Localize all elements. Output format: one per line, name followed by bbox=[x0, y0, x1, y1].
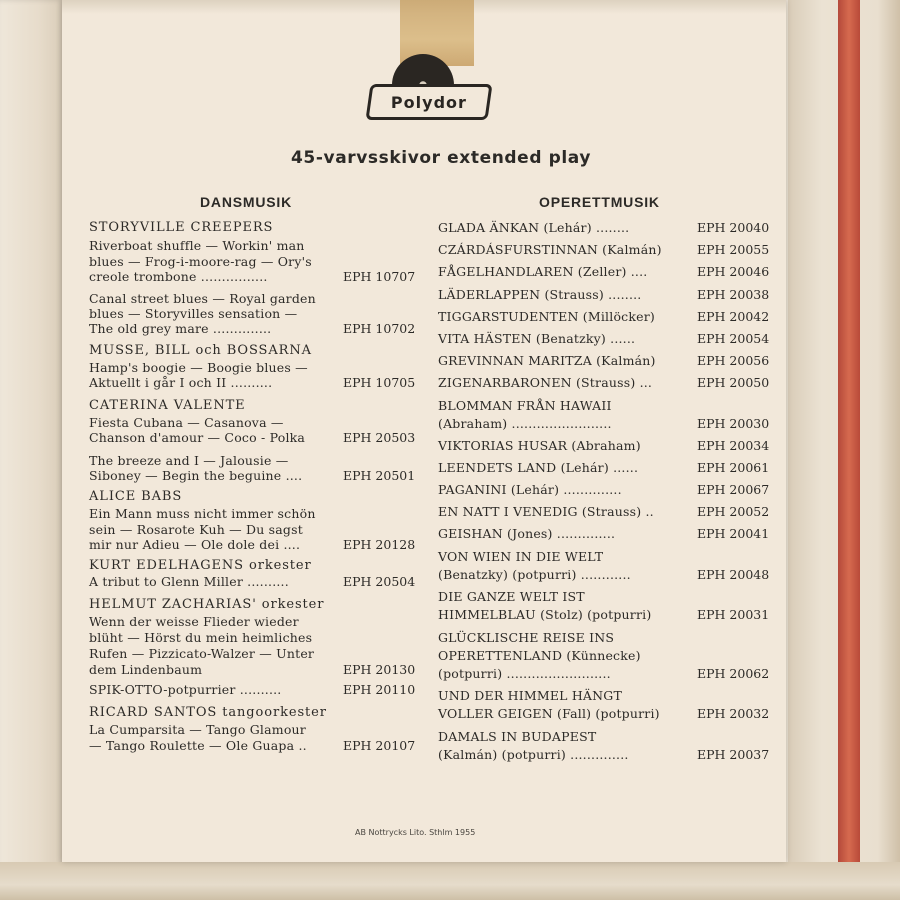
catalog-number: EPH 20042 bbox=[697, 309, 770, 324]
sleeve-bottom-edge bbox=[0, 862, 900, 900]
printer-credit: AB Nottrycks Lito. Sthlm 1955 bbox=[355, 828, 476, 837]
operetta-title: GEISHAN (Jones) .............. bbox=[438, 526, 616, 541]
catalog-number: EPH 20038 bbox=[697, 287, 770, 302]
operetta-title: OPERETTENLAND (Künnecke) bbox=[438, 648, 641, 663]
operetta-title: VON WIEN IN DIE WELT bbox=[438, 549, 604, 564]
catalog-number: EPH 20054 bbox=[697, 331, 770, 346]
operetta-title: VITA HÄSTEN (Benatzky) ...... bbox=[438, 331, 636, 346]
operettmusik-heading: OPERETTMUSIK bbox=[539, 194, 660, 210]
track-line: Aktuellt i går I och II .......... bbox=[89, 375, 273, 390]
artist-name: KURT EDELHAGENS orkester bbox=[89, 558, 312, 573]
record-sleeve-red-edge bbox=[838, 0, 860, 870]
artist-name: STORYVILLE CREEPERS bbox=[89, 220, 274, 235]
operetta-title: LÄDERLAPPEN (Strauss) ........ bbox=[438, 287, 642, 302]
catalog-number: EPH 20037 bbox=[697, 747, 770, 762]
track-line: SPIK-OTTO-potpurrier .......... bbox=[89, 682, 282, 697]
logo-banner bbox=[365, 84, 492, 120]
catalog-number: EPH 20034 bbox=[697, 438, 770, 453]
operetta-title: DAMALS IN BUDAPEST bbox=[438, 729, 597, 744]
catalog-number: EPH 20128 bbox=[343, 537, 416, 552]
operetta-title: (Kalmán) (potpurri) .............. bbox=[438, 747, 629, 762]
catalog-number: EPH 20050 bbox=[697, 375, 770, 390]
track-line: Hamp's boogie — Boogie blues — bbox=[89, 360, 308, 375]
operetta-title: VIKTORIAS HUSAR (Abraham) bbox=[438, 438, 641, 453]
catalog-number: EPH 20056 bbox=[697, 353, 770, 368]
catalog-number: EPH 20040 bbox=[697, 220, 770, 235]
operetta-title: GLÜCKLISCHE REISE INS bbox=[438, 630, 615, 645]
operetta-title: PAGANINI (Lehár) .............. bbox=[438, 482, 622, 497]
artist-name: CATERINA VALENTE bbox=[89, 398, 246, 413]
track-line: mir nur Adieu — Ole dole dei .... bbox=[89, 537, 301, 552]
catalog-number: EPH 20503 bbox=[343, 430, 416, 445]
operetta-title: UND DER HIMMEL HÄNGT bbox=[438, 688, 623, 703]
operetta-title: CZÁRDÁSFURSTINNAN (Kalmán) bbox=[438, 242, 662, 257]
operetta-title: GREVINNAN MARITZA (Kalmán) bbox=[438, 353, 656, 368]
logo-text: Polydor bbox=[391, 92, 467, 112]
polydor-logo bbox=[368, 54, 488, 124]
operetta-title: FÅGELHANDLAREN (Zeller) .... bbox=[438, 264, 648, 279]
track-line: blüht — Hörst du mein heimliches bbox=[89, 630, 313, 645]
operetta-title: HIMMELBLAU (Stolz) (potpurri) bbox=[438, 607, 652, 622]
catalog-number: EPH 20055 bbox=[697, 242, 770, 257]
page-heading: 45-varvsskivor extended play bbox=[291, 148, 592, 168]
operetta-title: DIE GANZE WELT IST bbox=[438, 589, 585, 604]
track-line: blues — Frog-i-moore-rag — Ory's bbox=[89, 254, 312, 269]
operetta-title: LEENDETS LAND (Lehár) ...... bbox=[438, 460, 639, 475]
track-line: blues — Storyvilles sensation — bbox=[89, 306, 298, 321]
operetta-title: VOLLER GEIGEN (Fall) (potpurri) bbox=[438, 706, 660, 721]
track-line: La Cumparsita — Tango Glamour bbox=[89, 722, 306, 737]
operetta-title: (Abraham) ........................ bbox=[438, 416, 612, 431]
track-line: Wenn der weisse Flieder wieder bbox=[89, 614, 299, 629]
track-line: dem Lindenbaum bbox=[89, 662, 203, 677]
catalog-number: EPH 20031 bbox=[697, 607, 770, 622]
catalog-number: EPH 20061 bbox=[697, 460, 770, 475]
track-line: The breeze and I — Jalousie — bbox=[89, 453, 289, 468]
track-line: — Tango Roulette — Ole Guapa .. bbox=[89, 738, 307, 753]
catalog-number: EPH 20107 bbox=[343, 738, 416, 753]
track-line: Fiesta Cubana — Casanova — bbox=[89, 415, 284, 430]
artist-name: ALICE BABS bbox=[89, 489, 183, 504]
track-line: Canal street blues — Royal garden bbox=[89, 291, 316, 306]
operetta-title: BLOMMAN FRÅN HAWAII bbox=[438, 398, 612, 413]
track-line: Siboney — Begin the beguine .... bbox=[89, 468, 303, 483]
catalog-number: EPH 20110 bbox=[343, 682, 416, 697]
catalog-number: EPH 10707 bbox=[343, 269, 416, 284]
track-line: Riverboat shuffle — Workin' man bbox=[89, 238, 305, 253]
catalog-number: EPH 20062 bbox=[697, 666, 770, 681]
catalog-number: EPH 20046 bbox=[697, 264, 770, 279]
track-line: Ein Mann muss nicht immer schön bbox=[89, 506, 316, 521]
catalog-number: EPH 20501 bbox=[343, 468, 416, 483]
track-line: A tribut to Glenn Miller .......... bbox=[89, 574, 289, 589]
artist-name: HELMUT ZACHARIAS' orkester bbox=[89, 597, 325, 612]
artist-name: RICARD SANTOS tangoorkester bbox=[89, 705, 327, 720]
sleeve-left-edge bbox=[0, 0, 64, 900]
artist-name: MUSSE, BILL och BOSSARNA bbox=[89, 343, 312, 358]
operetta-title: (potpurri) ......................... bbox=[438, 666, 611, 681]
catalog-number: EPH 20048 bbox=[697, 567, 770, 582]
track-line: creole trombone ................ bbox=[89, 269, 268, 284]
operetta-title: GLADA ÄNKAN (Lehár) ........ bbox=[438, 220, 630, 235]
track-line: Rufen — Pizzicato-Walzer — Unter bbox=[89, 646, 315, 661]
catalog-number: EPH 20030 bbox=[697, 416, 770, 431]
dansmusik-heading: DANSMUSIK bbox=[200, 194, 292, 210]
operetta-title: EN NATT I VENEDIG (Strauss) .. bbox=[438, 504, 654, 519]
catalog-number: EPH 20041 bbox=[697, 526, 770, 541]
catalog-number: EPH 20504 bbox=[343, 574, 416, 589]
track-line: sein — Rosarote Kuh — Du sagst bbox=[89, 522, 303, 537]
catalog-number: EPH 20130 bbox=[343, 662, 416, 677]
catalog-number: EPH 20052 bbox=[697, 504, 770, 519]
catalog-number: EPH 10705 bbox=[343, 375, 416, 390]
operetta-title: TIGGARSTUDENTEN (Millöcker) bbox=[438, 309, 655, 324]
track-line: Chanson d'amour — Coco - Polka bbox=[89, 430, 306, 445]
catalog-number: EPH 20032 bbox=[697, 706, 770, 721]
catalog-number: EPH 10702 bbox=[343, 321, 416, 336]
catalog-number: EPH 20067 bbox=[697, 482, 770, 497]
track-line: The old grey mare .............. bbox=[89, 321, 272, 336]
operetta-title: ZIGENARBARONEN (Strauss) ... bbox=[438, 375, 653, 390]
operetta-title: (Benatzky) (potpurri) ............ bbox=[438, 567, 631, 582]
